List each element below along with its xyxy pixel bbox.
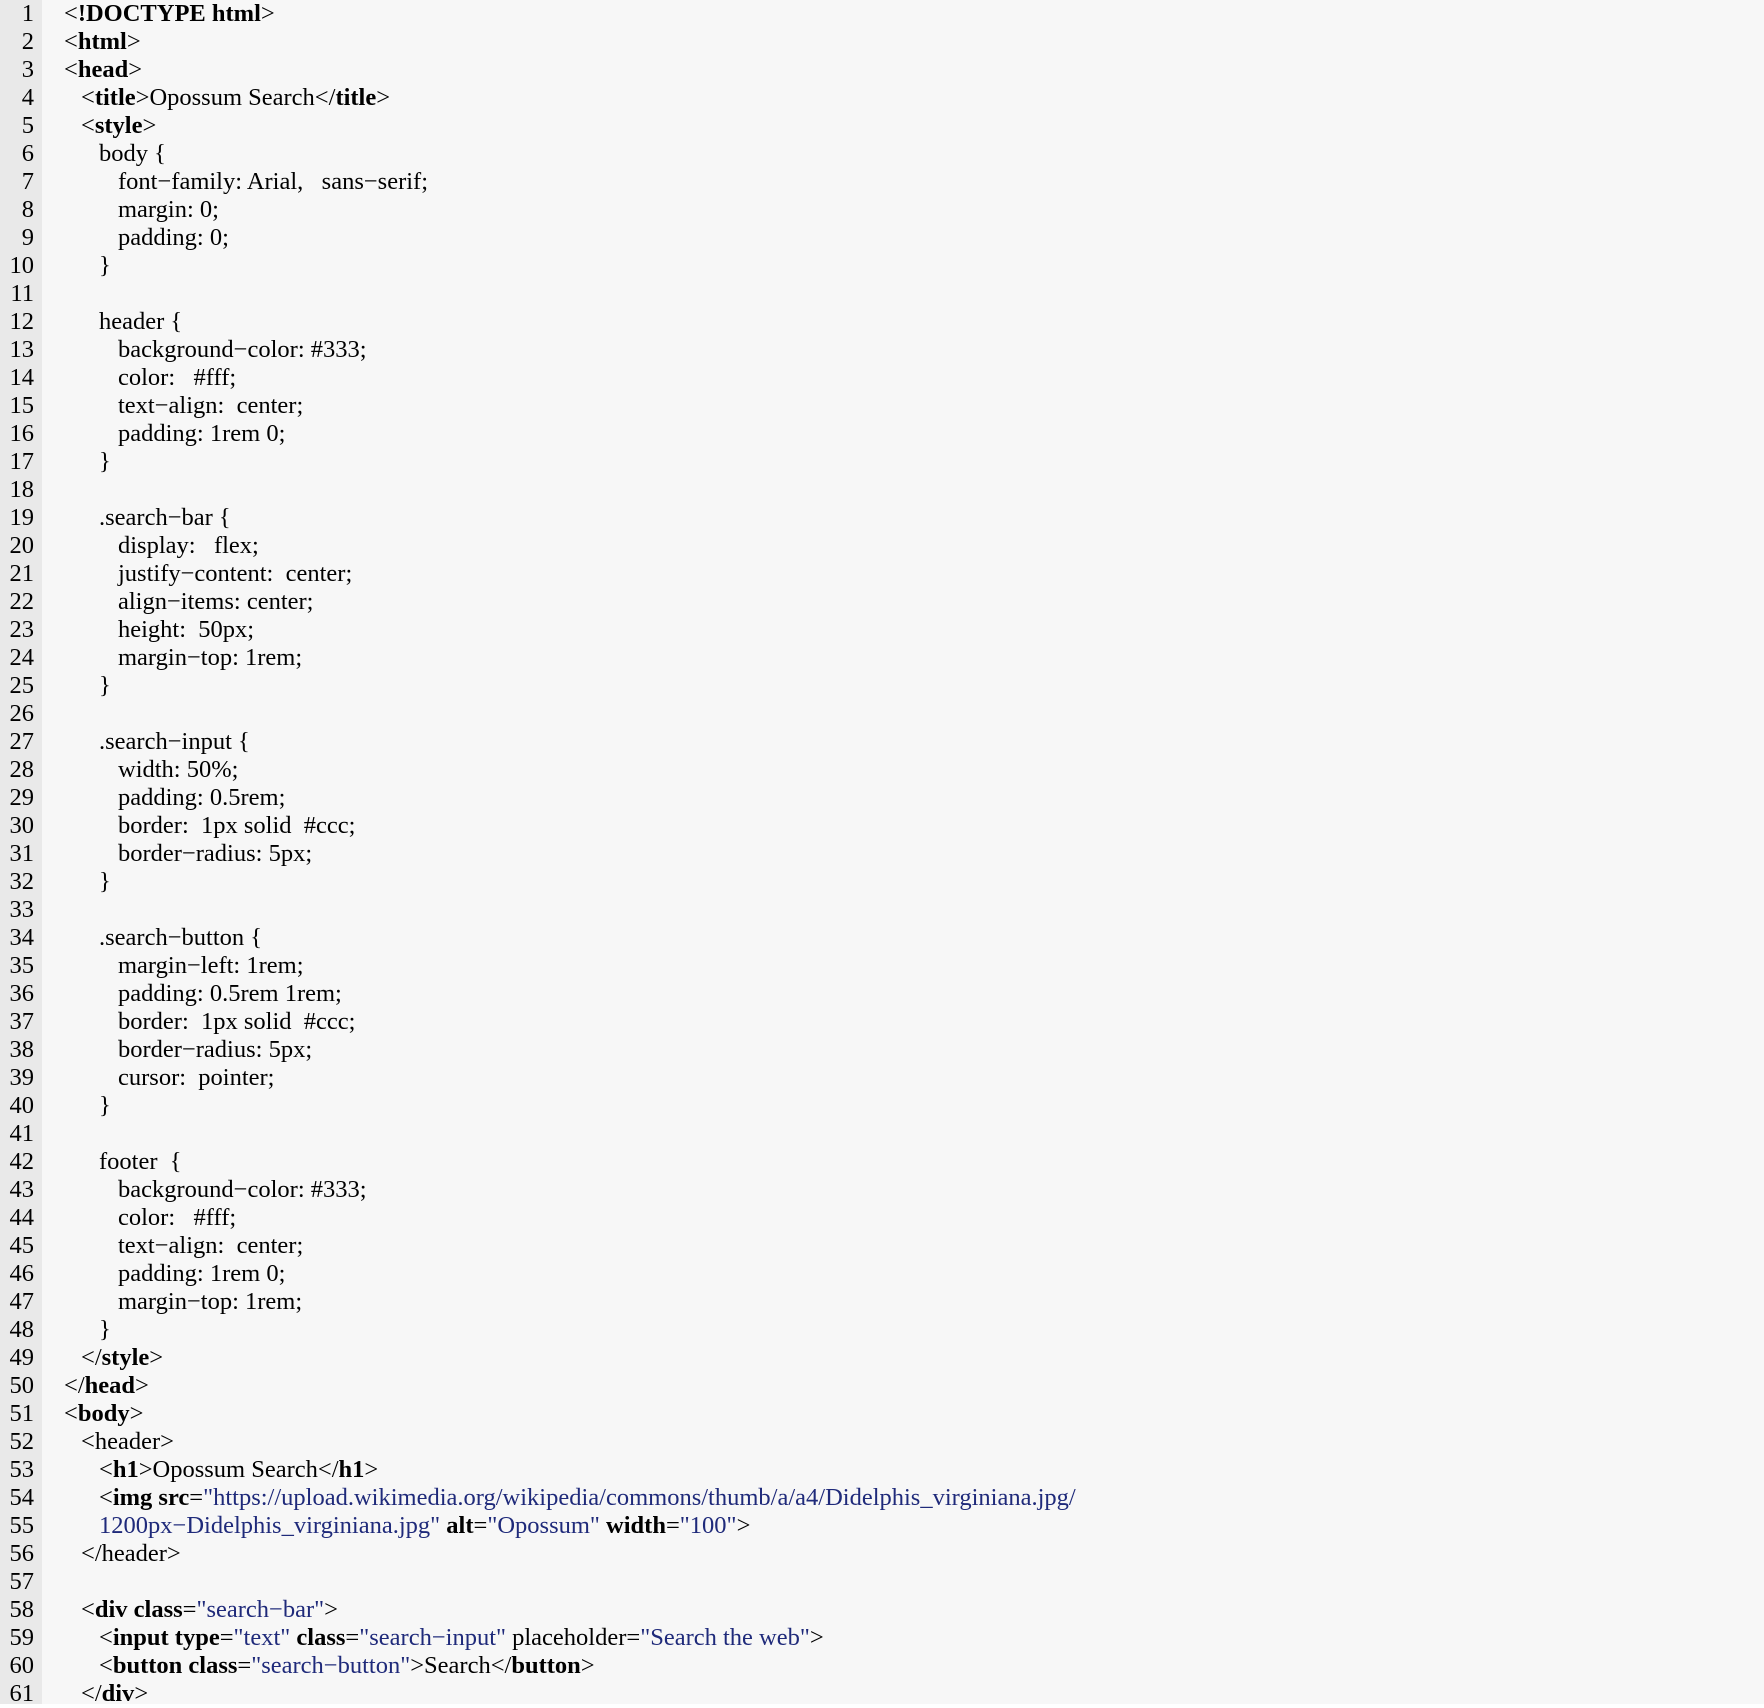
code-keyword: body bbox=[77, 1400, 130, 1427]
code-text bbox=[64, 28, 141, 56]
line-number: 43 bbox=[9, 1176, 34, 1203]
code-punct: > bbox=[376, 84, 391, 111]
code-punct: </ bbox=[81, 1344, 102, 1371]
line-number: 38 bbox=[9, 1036, 34, 1063]
code-punct: margin: 0; bbox=[118, 196, 219, 223]
line-number: 20 bbox=[9, 532, 34, 559]
code-line bbox=[0, 1540, 1764, 1568]
code-punct: >Search</ bbox=[410, 1652, 512, 1679]
code-line bbox=[0, 952, 1764, 980]
line-number: 16 bbox=[9, 420, 34, 447]
line-number: 25 bbox=[9, 672, 34, 699]
code-line bbox=[0, 868, 1764, 896]
code-line bbox=[0, 1232, 1764, 1260]
code-line bbox=[0, 1064, 1764, 1092]
code-punct: height: 50px; bbox=[118, 616, 255, 643]
code-keyword: h1 bbox=[338, 1456, 365, 1483]
code-punct: > bbox=[736, 1512, 751, 1539]
line-number: 22 bbox=[9, 588, 34, 615]
code-text bbox=[64, 728, 250, 756]
code-line bbox=[0, 840, 1764, 868]
code-text bbox=[64, 252, 111, 280]
code-punct: = bbox=[182, 1596, 197, 1623]
code-line bbox=[0, 1344, 1764, 1372]
line-number: 31 bbox=[9, 840, 34, 867]
code-punct: width: 50%; bbox=[118, 756, 239, 783]
line-number: 45 bbox=[9, 1232, 34, 1259]
code-punct: > bbox=[260, 0, 275, 27]
code-punct: < bbox=[64, 28, 78, 55]
code-text bbox=[64, 784, 285, 812]
code-punct: } bbox=[99, 868, 111, 895]
code-punct: border−radius: 5px; bbox=[118, 840, 313, 867]
code-line bbox=[0, 0, 1764, 28]
line-number: 48 bbox=[9, 1316, 34, 1343]
code-punct: padding: 1rem 0; bbox=[118, 1260, 286, 1287]
code-punct: border−radius: 5px; bbox=[118, 1036, 313, 1063]
line-number: 9 bbox=[21, 224, 34, 251]
code-keyword: width bbox=[606, 1512, 666, 1539]
code-text bbox=[64, 616, 254, 644]
code-line bbox=[0, 364, 1764, 392]
code-text bbox=[64, 1484, 1076, 1512]
code-punct: > bbox=[809, 1624, 824, 1651]
code-text bbox=[64, 840, 312, 868]
code-line bbox=[0, 1568, 1764, 1596]
code-line bbox=[0, 616, 1764, 644]
code-text bbox=[64, 756, 238, 784]
code-punct: > bbox=[129, 1400, 144, 1427]
code-text bbox=[64, 168, 428, 196]
code-line bbox=[0, 700, 1764, 728]
line-number: 49 bbox=[9, 1344, 34, 1371]
code-text bbox=[64, 532, 259, 560]
line-number: 30 bbox=[9, 812, 34, 839]
code-line bbox=[0, 504, 1764, 532]
line-number: 39 bbox=[9, 1064, 34, 1091]
code-keyword: head bbox=[77, 56, 129, 83]
line-number: 3 bbox=[21, 56, 34, 83]
code-punct: </ bbox=[64, 1372, 85, 1399]
code-string: "search−input" bbox=[359, 1624, 506, 1651]
code-punct: >Opossum Search</ bbox=[135, 84, 336, 111]
line-number: 17 bbox=[9, 448, 34, 475]
code-punct: < bbox=[81, 112, 95, 139]
code-punct: } bbox=[99, 1316, 111, 1343]
code-line bbox=[0, 112, 1764, 140]
line-number: 46 bbox=[9, 1260, 34, 1287]
code-line bbox=[0, 1260, 1764, 1288]
code-punct: = bbox=[473, 1512, 488, 1539]
code-text bbox=[64, 308, 182, 336]
code-punct: < bbox=[81, 1596, 95, 1623]
code-keyword: style bbox=[94, 112, 143, 139]
line-number: 41 bbox=[9, 1120, 34, 1147]
code-line bbox=[0, 476, 1764, 504]
code-keyword: h1 bbox=[112, 1456, 139, 1483]
code-line bbox=[0, 420, 1764, 448]
code-text bbox=[64, 224, 229, 252]
code-text bbox=[64, 140, 166, 168]
code-text bbox=[64, 84, 390, 112]
code-string: "Search the web" bbox=[640, 1624, 810, 1651]
code-punct: margin−left: 1rem; bbox=[118, 952, 304, 979]
code-punct: padding: 0.5rem; bbox=[118, 784, 286, 811]
code-punct: = bbox=[237, 1652, 252, 1679]
code-punct: color: #fff; bbox=[118, 364, 237, 391]
line-number: 55 bbox=[9, 1512, 34, 1539]
code-text bbox=[64, 560, 352, 588]
code-text bbox=[64, 0, 275, 28]
code-text bbox=[64, 1344, 163, 1372]
code-line bbox=[0, 812, 1764, 840]
code-line bbox=[0, 1092, 1764, 1120]
code-text bbox=[64, 1204, 236, 1232]
code-text bbox=[64, 1540, 181, 1568]
line-number: 23 bbox=[9, 616, 34, 643]
code-keyword: head bbox=[84, 1372, 136, 1399]
line-number: 52 bbox=[9, 1428, 34, 1455]
code-line bbox=[0, 56, 1764, 84]
line-number: 35 bbox=[9, 952, 34, 979]
code-punct: text−align: center; bbox=[118, 392, 304, 419]
code-punct: align−items: center; bbox=[118, 588, 314, 615]
code-line bbox=[0, 1372, 1764, 1400]
code-punct: < bbox=[64, 1400, 78, 1427]
code-punct: > bbox=[134, 1680, 149, 1707]
code-punct: padding: 1rem 0; bbox=[118, 420, 286, 447]
code-punct: text−align: center; bbox=[118, 1232, 304, 1259]
line-number: 40 bbox=[9, 1092, 34, 1119]
code-punct: } bbox=[99, 1092, 111, 1119]
line-number: 19 bbox=[9, 504, 34, 531]
code-line bbox=[0, 168, 1764, 196]
code-text bbox=[64, 364, 236, 392]
code-line bbox=[0, 1120, 1764, 1148]
code-punct: > bbox=[135, 1372, 149, 1399]
line-number: 5 bbox=[21, 112, 34, 139]
line-number: 26 bbox=[9, 700, 34, 727]
code-punct: > bbox=[149, 1344, 164, 1371]
code-keyword: alt bbox=[446, 1512, 474, 1539]
line-number: 57 bbox=[9, 1568, 34, 1595]
line-number: 32 bbox=[9, 868, 34, 895]
code-punct: display: flex; bbox=[118, 532, 259, 559]
code-punct: > bbox=[142, 112, 157, 139]
code-text bbox=[64, 1596, 338, 1624]
code-text bbox=[64, 980, 342, 1008]
code-text bbox=[64, 1260, 285, 1288]
code-string: "search−button" bbox=[251, 1652, 411, 1679]
code-text bbox=[64, 1372, 149, 1400]
code-line bbox=[0, 1036, 1764, 1064]
code-line bbox=[0, 1316, 1764, 1344]
line-number: 13 bbox=[9, 336, 34, 363]
code-line bbox=[0, 980, 1764, 1008]
code-punct: justify−content: center; bbox=[118, 560, 353, 587]
code-text bbox=[64, 1456, 378, 1484]
code-keyword: input type bbox=[112, 1624, 220, 1651]
code-text bbox=[64, 952, 304, 980]
code-text bbox=[64, 448, 111, 476]
code-keyword: div bbox=[101, 1680, 135, 1707]
line-number: 36 bbox=[9, 980, 34, 1007]
line-number: 56 bbox=[9, 1540, 34, 1567]
code-line bbox=[0, 1596, 1764, 1624]
line-number: 11 bbox=[10, 280, 34, 307]
code-line bbox=[0, 728, 1764, 756]
code-line bbox=[0, 532, 1764, 560]
line-number: 18 bbox=[9, 476, 34, 503]
code-punct: <header> bbox=[81, 1428, 174, 1455]
line-number: 59 bbox=[9, 1624, 34, 1651]
code-text bbox=[64, 196, 219, 224]
code-keyword: html bbox=[77, 28, 127, 55]
code-line bbox=[0, 784, 1764, 812]
code-line bbox=[0, 1204, 1764, 1232]
code-punct: < bbox=[81, 84, 95, 111]
line-number: 27 bbox=[9, 728, 34, 755]
code-keyword: class bbox=[296, 1624, 346, 1651]
code-line bbox=[0, 252, 1764, 280]
code-line bbox=[0, 1624, 1764, 1652]
code-line bbox=[0, 140, 1764, 168]
line-number: 21 bbox=[9, 560, 34, 587]
code-punct: > bbox=[324, 1596, 338, 1623]
code-punct: color: #fff; bbox=[118, 1204, 237, 1231]
code-punct: = bbox=[219, 1624, 234, 1651]
line-number: 61 bbox=[9, 1680, 34, 1707]
code-string: "search−bar" bbox=[196, 1596, 325, 1623]
code-text bbox=[64, 1428, 174, 1456]
line-number: 29 bbox=[9, 784, 34, 811]
code-keyword: div class bbox=[94, 1596, 183, 1623]
code-line bbox=[0, 1176, 1764, 1204]
line-number: 10 bbox=[9, 252, 34, 279]
line-number: 6 bbox=[21, 140, 34, 167]
code-keyword: !DOCTYPE html bbox=[77, 0, 261, 27]
line-number: 42 bbox=[9, 1148, 34, 1175]
code-keyword: style bbox=[101, 1344, 150, 1371]
line-number: 54 bbox=[9, 1484, 34, 1511]
code-punct: .search−bar { bbox=[99, 504, 231, 531]
code-line bbox=[0, 756, 1764, 784]
code-line bbox=[0, 1484, 1764, 1512]
code-line bbox=[0, 1008, 1764, 1036]
code-punct: </ bbox=[81, 1680, 102, 1707]
code-keyword: title bbox=[94, 84, 136, 111]
code-string: "Opossum" bbox=[487, 1512, 600, 1539]
code-text bbox=[64, 504, 231, 532]
line-number: 34 bbox=[9, 924, 34, 951]
code-punct: border: 1px solid #ccc; bbox=[118, 1008, 356, 1035]
code-keyword: title bbox=[335, 84, 377, 111]
line-number: 8 bbox=[21, 196, 34, 223]
code-text bbox=[64, 868, 111, 896]
code-line bbox=[0, 1148, 1764, 1176]
code-punct: = bbox=[665, 1512, 680, 1539]
code-text bbox=[64, 1288, 302, 1316]
code-punct: </header> bbox=[81, 1540, 181, 1567]
code-string: "100" bbox=[679, 1512, 737, 1539]
code-line bbox=[0, 84, 1764, 112]
code-text bbox=[64, 1008, 355, 1036]
code-punct: background−color: #333; bbox=[118, 1176, 367, 1203]
line-number: 37 bbox=[9, 1008, 34, 1035]
code-text bbox=[64, 1400, 143, 1428]
code-punct: = bbox=[189, 1484, 204, 1511]
code-punct: footer { bbox=[99, 1148, 182, 1175]
line-number: 28 bbox=[9, 756, 34, 783]
code-text bbox=[64, 420, 285, 448]
code-punct: border: 1px solid #ccc; bbox=[118, 812, 356, 839]
code-punct: >Opossum Search</ bbox=[138, 1456, 339, 1483]
code-text bbox=[64, 392, 303, 420]
code-punct: < bbox=[64, 0, 78, 27]
code-punct: margin−top: 1rem; bbox=[118, 1288, 303, 1315]
code-line bbox=[0, 448, 1764, 476]
code-line bbox=[0, 1652, 1764, 1680]
line-number: 14 bbox=[9, 364, 34, 391]
code-text bbox=[64, 588, 313, 616]
code-punct: font−family: Arial, sans−serif; bbox=[118, 168, 429, 195]
code-line bbox=[0, 1400, 1764, 1428]
code-punct: < bbox=[99, 1624, 113, 1651]
code-text bbox=[64, 336, 367, 364]
code-line bbox=[0, 560, 1764, 588]
code-punct: } bbox=[99, 672, 111, 699]
code-line bbox=[0, 28, 1764, 56]
code-text bbox=[64, 1624, 824, 1652]
line-number: 15 bbox=[9, 392, 34, 419]
code-line bbox=[0, 896, 1764, 924]
line-number: 33 bbox=[9, 896, 34, 923]
line-number: 4 bbox=[21, 84, 34, 111]
code-punct: < bbox=[64, 56, 78, 83]
code-punct: > bbox=[126, 28, 141, 55]
code-line bbox=[0, 588, 1764, 616]
code-punct: < bbox=[99, 1652, 113, 1679]
code-punct: > bbox=[580, 1652, 595, 1679]
code-punct: } bbox=[99, 448, 111, 475]
code-text bbox=[64, 1512, 750, 1540]
code-punct: > bbox=[364, 1456, 379, 1483]
code-punct: > bbox=[128, 56, 143, 83]
code-text bbox=[64, 1064, 275, 1092]
code-text bbox=[64, 1148, 182, 1176]
code-text bbox=[64, 1176, 367, 1204]
code-keyword: button class bbox=[112, 1652, 238, 1679]
code-punct: = bbox=[345, 1624, 360, 1651]
code-text bbox=[64, 1092, 111, 1120]
code-line bbox=[0, 280, 1764, 308]
code-line bbox=[0, 1512, 1764, 1540]
code-string: "text" bbox=[233, 1624, 291, 1651]
line-number: 58 bbox=[9, 1596, 34, 1623]
code-text bbox=[64, 644, 302, 672]
code-line bbox=[0, 336, 1764, 364]
code-text bbox=[64, 1036, 312, 1064]
code-punct: margin−top: 1rem; bbox=[118, 644, 303, 671]
code-text bbox=[64, 924, 262, 952]
code-punct: header { bbox=[99, 308, 183, 335]
line-number: 1 bbox=[21, 0, 34, 27]
code-line bbox=[0, 224, 1764, 252]
code-punct: padding: 0; bbox=[118, 224, 229, 251]
line-number: 51 bbox=[9, 1400, 34, 1427]
code-line bbox=[0, 924, 1764, 952]
code-punct: } bbox=[99, 252, 111, 279]
code-text bbox=[64, 672, 111, 700]
code-punct: .search−button { bbox=[99, 924, 263, 951]
line-number: 47 bbox=[9, 1288, 34, 1315]
line-number: 50 bbox=[9, 1372, 34, 1399]
code-text bbox=[64, 112, 156, 140]
code-punct: background−color: #333; bbox=[118, 336, 367, 363]
line-number: 24 bbox=[9, 644, 34, 671]
code-keyword: img src bbox=[112, 1484, 190, 1511]
code-line bbox=[0, 392, 1764, 420]
code-string: "https://upload.wikimedia.org/wikipedia/commons/thumb/a/a4/Didelphis_virginiana.jpg/ bbox=[203, 1484, 1076, 1511]
line-number: 53 bbox=[9, 1456, 34, 1483]
code-text bbox=[64, 1232, 303, 1260]
code-punct: cursor: pointer; bbox=[118, 1064, 275, 1091]
line-number: 44 bbox=[9, 1204, 34, 1231]
code-line bbox=[0, 672, 1764, 700]
code-punct: body { bbox=[99, 140, 166, 167]
line-number: 7 bbox=[21, 168, 34, 195]
code-line bbox=[0, 644, 1764, 672]
code-punct: < bbox=[99, 1456, 113, 1483]
code-text bbox=[64, 1652, 595, 1680]
code-line bbox=[0, 1428, 1764, 1456]
code-line bbox=[0, 196, 1764, 224]
code-punct: .search−input { bbox=[99, 728, 250, 755]
code-line bbox=[0, 308, 1764, 336]
line-number: 60 bbox=[9, 1652, 34, 1679]
code-punct: padding: 0.5rem 1rem; bbox=[118, 980, 342, 1007]
code-line bbox=[0, 1288, 1764, 1316]
code-line bbox=[0, 1456, 1764, 1484]
code-text bbox=[64, 56, 142, 84]
code-text bbox=[64, 812, 355, 840]
line-number: 2 bbox=[21, 28, 34, 55]
code-text bbox=[64, 1316, 111, 1344]
code-punct: placeholder= bbox=[506, 1624, 641, 1651]
line-number: 12 bbox=[9, 308, 34, 335]
code-string: 1200px−Didelphis_virginiana.jpg" bbox=[99, 1512, 441, 1539]
code-keyword: button bbox=[511, 1652, 581, 1679]
code-punct: < bbox=[99, 1484, 113, 1511]
